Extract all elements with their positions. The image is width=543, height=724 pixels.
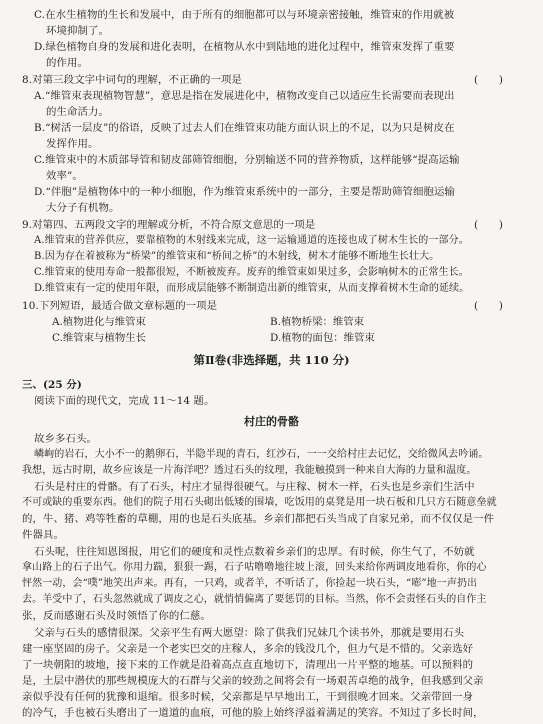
q10-stem: 10.下列短语，最适合做文章标题的一项是 <box>22 300 218 312</box>
q9-answer-paren: ( ) <box>474 219 503 231</box>
q9-option-c: C.维管束的使用寿命一般都很短，不断被废弃。废弃的维管束如果过多，会影响树木的正常生长。 <box>34 267 469 278</box>
q8-answer-paren: ( ) <box>474 74 503 86</box>
article-line: 的冷气，手也被石头磨出了一道道的血痕，可他的脸上始终浮溢着满足的笑容。不知过了多长时间， <box>22 707 484 719</box>
q10-option-d: D.植物的面包：维管束 <box>270 332 375 344</box>
q7-option-c-line2: 环境抑制了。 <box>46 25 109 37</box>
article-line: 了一块朝阳的坡地，接下来的工作就是沿着高点直直地切下，清理出一片平整的地基。可以预料的 <box>22 659 474 671</box>
q10-option-c: C.维管束与植物生长 <box>52 332 147 344</box>
article-line: 石头是村庄的骨骼。有了石头，村庄才显得很硬气。与庄稼、树木一样，石头也是乡亲们生活中 <box>34 481 475 493</box>
q8-option-b-line2: 发挥作用。 <box>46 138 99 150</box>
q8-option-d-line1: D.“伴胞”是植物体中的一种小细胞，作为维管束系统中的一部分，主要是帮助筛管细胞运输 <box>34 186 455 198</box>
part-two-title: 第Ⅱ卷(非选择题，共 110 分) <box>193 353 350 367</box>
article-line: 不可或缺的重要东西。他们的院子用石头砌出低矮的围墙，吃饭用的桌凳是用一块石板和几只方石随意垒就 <box>22 497 497 508</box>
article-line: 嶙峋的岩石，大小不一的鹅卵石，半隐半现的青石，红沙石，一一交给村庄去记忆，交给微风去吟诵。 <box>34 449 489 460</box>
q8-option-b-line1: B.“树活一层皮”的俗语，反映了过去人们在维管束功能方面认识上的不足，以为只是树皮在 <box>34 122 455 134</box>
article-line: 怦然一动，会“噗”地笑出声来。再有，一只鸡，或者羊，不听话了，你捡起一块石头，“嘭”地一声扔出 <box>22 578 478 589</box>
article-line: 去。羊受中了，石头忽然就成了调皮之心，就悄悄偏离了要惩罚的目标。当然，你不会责怪石头的自作主 <box>22 594 487 605</box>
article-line: 建一座坚固的房子。父亲是一个老实巴交的庄稼人，多余的钱没几个，但力气是不惜的。父亲选好 <box>22 643 474 655</box>
section-three-label: 三、(25 分) <box>22 379 82 391</box>
article-line: 张，反而感谢石头及时领悟了你的仁慈。 <box>22 610 211 622</box>
q8-option-c-line1: C.维管束中的木质部导管和韧皮部筛管细胞，分别输送不同的营养物质，这样能够“提高运输 <box>34 154 460 166</box>
q7-option-d-line1: D.绿色植物自身的发展和进化表明，在植物从水中到陆地的进化过程中，维管束发挥了重要 <box>34 41 455 53</box>
article-line: 父亲与石头的感情很深。父亲平生有两大愿望：除了供我们兄妹几个读书外，那就是要用石头 <box>34 627 465 639</box>
article-line: 石头呢，往往知恩图报，用它们的硬度和灵性点数着乡亲们的忠厚。有时候，你生气了，不妨就 <box>34 546 475 558</box>
q9-option-d: D.维管束有一定的使用年限，而形成层能够不断制造出新的维管束，从而支撑着树木生命的延续。 <box>34 283 470 294</box>
q7-option-d-line2: 的作用。 <box>46 57 88 69</box>
q8-option-a-line1: A.“维管束表现植物智慧”，意思是指在发展进化中，植物改变自己以适应生长需要而表现出 <box>34 90 455 102</box>
article-line: 件器具。 <box>22 529 64 541</box>
q8-stem: 8.对第三段文字中词句的理解，不正确的一项是 <box>22 74 242 86</box>
article-line: 的，牛、猪、鸡等牲畜的草棚，用的也是石头底基。乡亲们都把石头当成了自家兄弟，而不仅仅是一件 <box>22 513 495 525</box>
article-line: 故乡多石头。 <box>34 433 97 445</box>
q9-option-a: A.维管束的营养供应，要靠植物的木射线来完成，这一运输通道的连接也成了树木生长的一部分。 <box>34 235 469 246</box>
q9-option-b: B.因为存在着被称为“桥梁”的维管束和“桥间之桥”的木射线，树木才能够不断地生长壮大。 <box>34 251 440 262</box>
q10-option-a: A.植物进化与维管束 <box>52 316 146 328</box>
section-three-intro: 阅读下面的现代文，完成 11～14 题。 <box>34 395 215 407</box>
q7-option-c-line1: C.在水生植物的生长和发展中，由于所有的细胞都可以与环境亲密接触，维管束的作用就被 <box>34 9 455 21</box>
article-line: 亲似乎没有任何的犹豫和退缩。很多时候，父亲都是早早地出工，干到很晚才回来。父亲带回一身 <box>22 691 474 703</box>
article-title: 村庄的骨骼 <box>244 415 299 428</box>
q8-option-d-line2: 大分子有机物。 <box>46 202 120 214</box>
q9-stem: 9.对第四、五两段文字的理解或分析，不符合原文意思的一项是 <box>22 219 316 231</box>
q8-option-a-line2: 的生命活力。 <box>46 106 109 118</box>
q8-option-c-line2: 效率”。 <box>46 170 83 182</box>
q10-option-b: B.植物桥梁：维管束 <box>270 316 365 328</box>
article-line: 我想，远古时期，故乡应该是一片海洋吧？透过石头的纹理，我能触摸到一种来自大海的力量和温度。 <box>22 465 477 476</box>
q10-answer-paren: ( ) <box>474 300 503 312</box>
article-line: 拿山路上的石子出气。你用力踹，狠狠一踢，石子咕噜噜地往坡上滚，回头来给你两调皮地看你，你的心 <box>22 562 487 573</box>
article-line: 是，土层中潜伏的那些规模庞大的石群与父亲的较劲之间将会有一场艰苦卓绝的战争，但我感到父亲 <box>22 675 484 687</box>
